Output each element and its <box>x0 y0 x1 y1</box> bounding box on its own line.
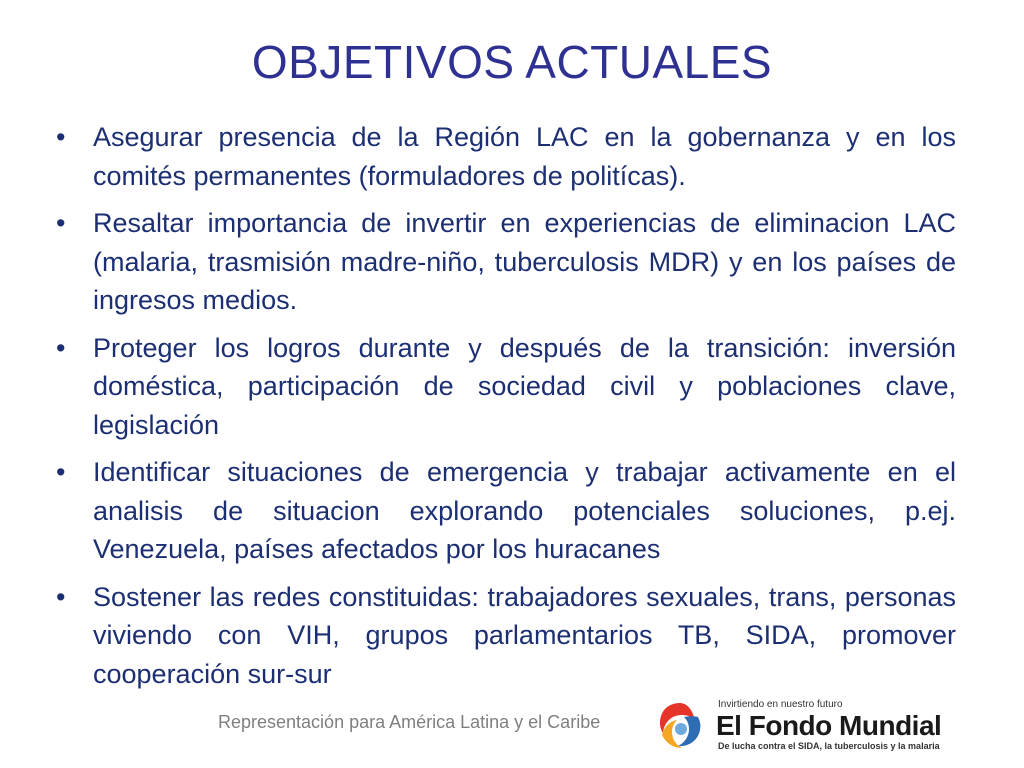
bullet-item <box>56 329 956 445</box>
bullet-text: Asegurar presencia de la Región LAC en la gobernanza y en los comités permanentes (formuladores de politícas). <box>93 122 956 191</box>
bullet-text: Proteger los logros durante y después de la transición: inversión doméstica, participación de sociedad civil y poblaciones clave, legislación <box>93 332 956 440</box>
bullet-text: Resaltar importancia de invertir en experiencias de eliminacion LAC (malaria, trasmisión madre-niño, tuberculosis MDR) y en los países de ingresos medios. <box>93 208 956 315</box>
bullet-list <box>56 118 956 702</box>
bullet-marker: • <box>56 208 66 238</box>
bullet-item <box>56 118 956 195</box>
logo-name: El Fondo Mundial <box>716 710 942 741</box>
footer-text: Representación para América Latina y el Caribe <box>218 712 601 732</box>
bullet-text: Identificar situaciones de emergencia y trabajar activamente en el analisis de situacion explorando potenciales soluciones, p.ej. Venezuela, países afectados por los huracanes <box>93 457 956 564</box>
bullet-item <box>56 578 956 694</box>
bullet-item <box>56 453 956 569</box>
fondo-mundial-logo-icon <box>652 697 708 753</box>
bullet-text: Sostener las redes constituidas: trabajadores sexuales, trans, personas viviendo con VIH, grupos parlamentarios TB, SIDA, promover cooperación sur-sur <box>93 581 956 689</box>
fondo-mundial-logo <box>652 697 942 757</box>
logo-tagline: Invirtiendo en nuestro futuro <box>718 699 843 710</box>
bullet-marker: • <box>56 332 66 363</box>
logo-subtitle: De lucha contra el SIDA, la tuberculosis y la malaria <box>718 741 940 751</box>
bullet-marker: • <box>56 581 66 612</box>
slide-title: OBJETIVOS ACTUALES <box>251 36 773 88</box>
bullet-item <box>56 204 956 320</box>
bullet-marker: • <box>56 122 66 152</box>
bullet-marker: • <box>56 457 66 487</box>
